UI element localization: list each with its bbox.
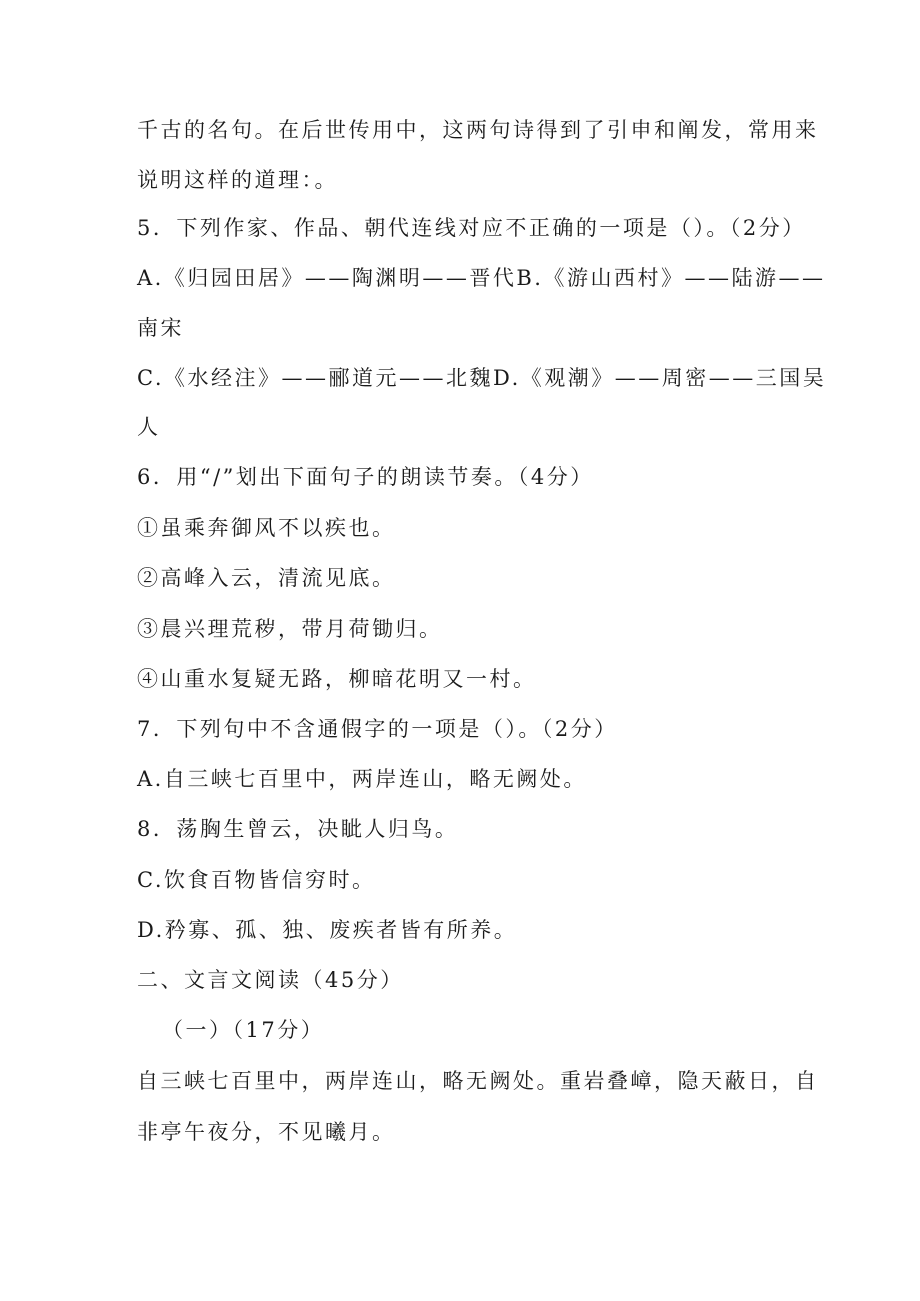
passage-line: 自三峡七百里中，两岸连山，略无阙处。重岩叠嶂，隐天蔽日，自 — [137, 1069, 819, 1093]
question-5-options-cd: C.《水经注》——郦道元——北魏D.《观潮》——周密——三国吴 — [137, 366, 827, 390]
question-6-stem: 6．用“/”划出下面句子的朗读节奏。（4分） — [137, 465, 594, 489]
question-6-item-3: ③晨兴理荒秽，带月荷锄归。 — [137, 617, 443, 641]
question-7-option-a: A.自三峡七百里中，两岸连山，略无阙处。 — [137, 767, 587, 791]
question-6-item-1: ①虽乘奔御风不以疾也。 — [137, 516, 396, 540]
passage-line: 非亭午夜分，不见曦月。 — [137, 1120, 396, 1144]
text-line: 说明这样的道理：。 — [137, 168, 338, 192]
question-5-stem: 5．下列作家、作品、朝代连线对应不正确的一项是（）。（2分） — [137, 216, 806, 240]
question-6-item-4: ④山重水复疑无路，柳暗花明又一村。 — [137, 667, 537, 691]
question-7-option-d: D.矜寡、孤、独、废疾者皆有所养。 — [137, 918, 518, 942]
subsection-heading: （一）（17分） — [162, 1018, 325, 1042]
question-7-stem: 7．下列句中不含通假字的一项是（）。（2分） — [137, 717, 618, 741]
question-7-option-b: 8．荡胸生曾云，决眦人归鸟。 — [137, 817, 459, 841]
section-heading: 二、文言文阅读（45分） — [137, 968, 404, 992]
question-7-option-c: C.饮食百物皆信穷时。 — [137, 868, 376, 892]
text-line: 南宋 — [137, 316, 184, 340]
question-6-item-2: ②高峰入云，清流见底。 — [137, 566, 396, 590]
text-line: 人 — [137, 415, 161, 439]
question-5-options-ab: A.《归园田居》——陶渊明——晋代B.《游山西村》——陆游—— — [137, 266, 826, 290]
text-line: 千古的名句。在后世传用中，这两句诗得到了引申和阐发，常用来 — [137, 118, 819, 142]
